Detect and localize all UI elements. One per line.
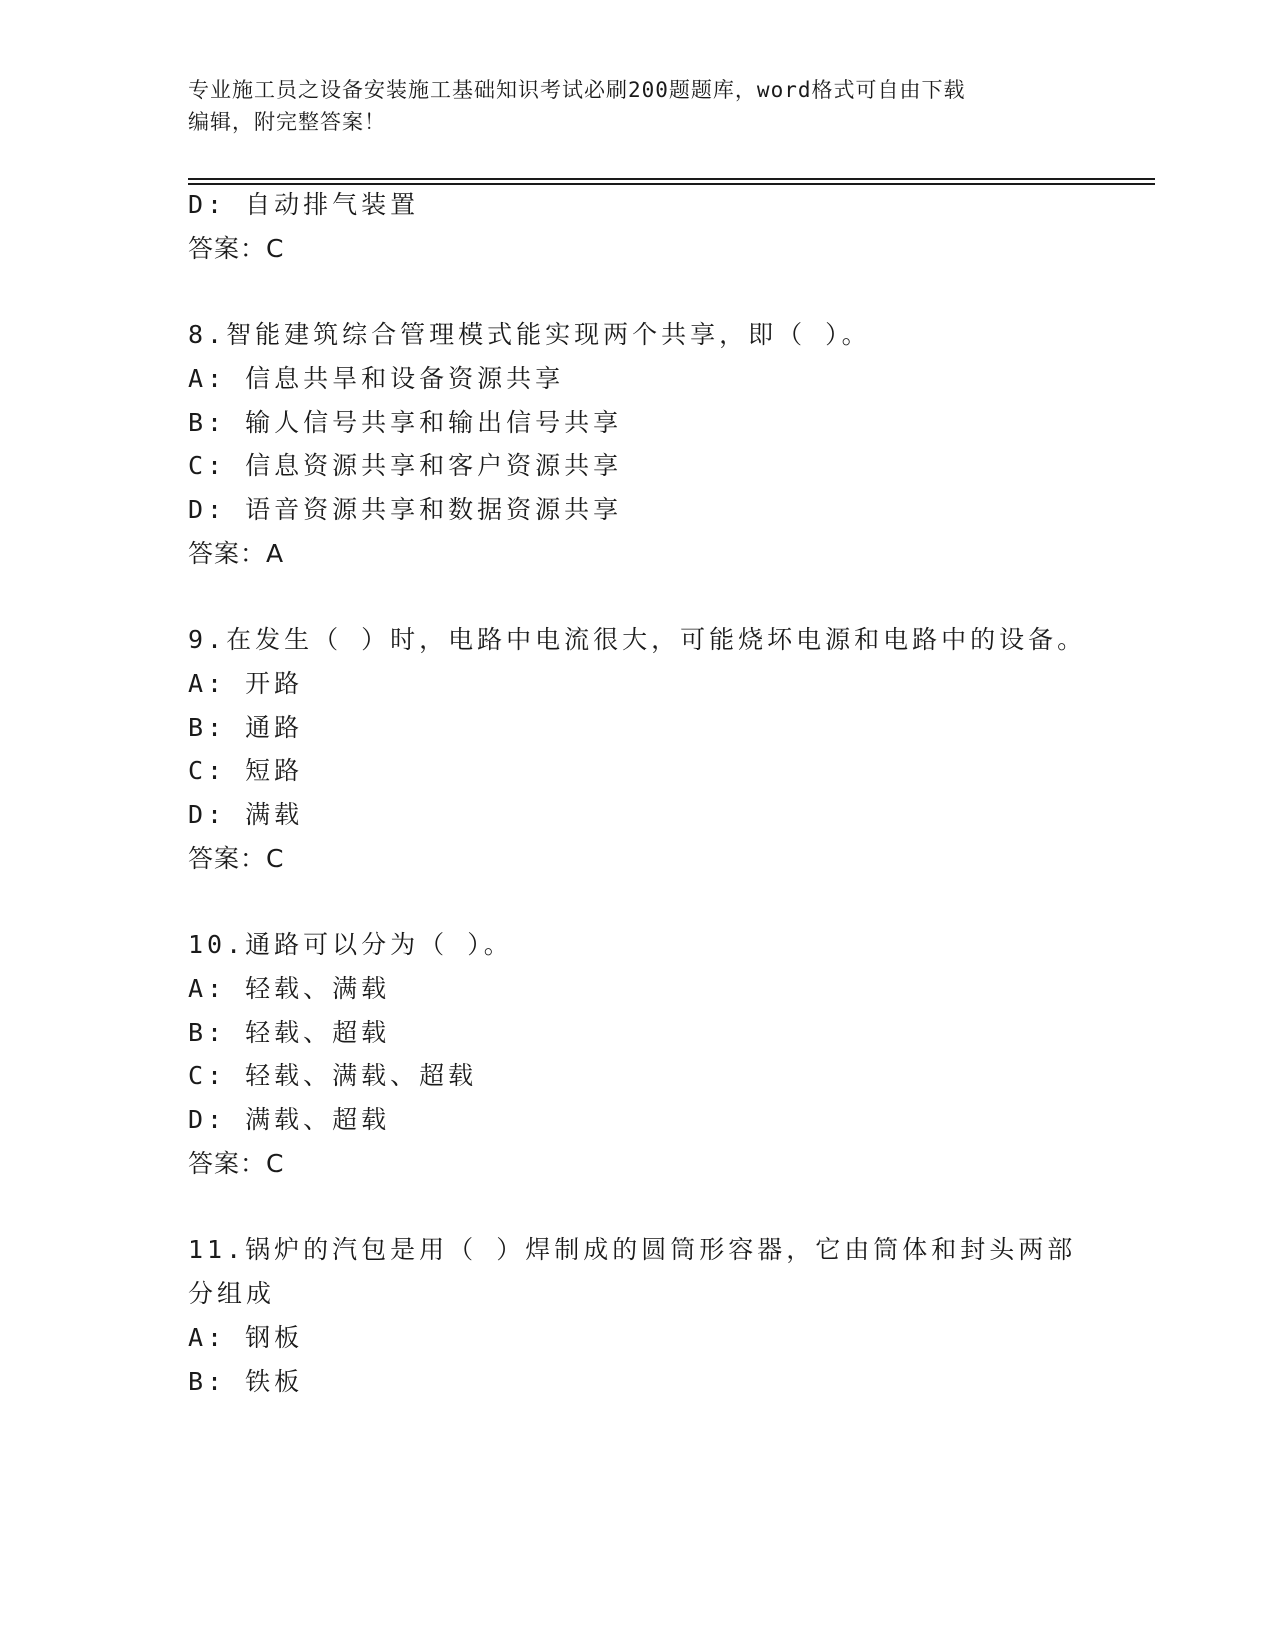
q10-option-c: C: 轻载、满载、超载: [188, 1061, 478, 1090]
q10-option-d: D: 满载、超载: [188, 1105, 391, 1134]
q10-option-b: B: 轻载、超载: [188, 1018, 391, 1047]
q9-option-c: C: 短路: [188, 756, 304, 785]
q11-option-a: A: 钢板: [188, 1323, 304, 1352]
q8-answer: 答案：A: [188, 539, 285, 568]
q9-option-a: A: 开路: [188, 669, 304, 698]
header-title-line-2: 编辑，附完整答案！: [188, 110, 386, 134]
q9-option-d: D: 满载: [188, 800, 304, 829]
q8-option-b: B: 输人信号共享和输出信号共享: [188, 408, 623, 437]
header-divider-bottom: [188, 183, 1155, 185]
document-header: [188, 74, 1088, 138]
q9-option-b: B: 通路: [188, 713, 304, 742]
q10-stem: 10.通路可以分为（ ）。: [188, 930, 513, 959]
prev-option-d: D: 自动排气装置: [188, 190, 420, 219]
prev-answer: 答案：C: [188, 234, 285, 263]
header-title-line-1: 专业施工员之设备安装施工基础知识考试必刷200题题库，word格式可自由下载: [188, 78, 966, 102]
q9-stem: 9.在发生（ ）时，电路中电流很大，可能烧坏电源和电路中的设备。: [188, 625, 1087, 654]
q11-stem-line-2: 分组成: [188, 1279, 276, 1308]
q9-answer: 答案：C: [188, 844, 285, 873]
q8-option-c: C: 信息资源共享和客户资源共享: [188, 451, 623, 480]
q8-option-d: D: 语音资源共享和数据资源共享: [188, 495, 623, 524]
q11-stem-line-1: 11.锅炉的汽包是用（ ）焊制成的圆筒形容器，它由筒体和封头两部: [188, 1235, 1077, 1264]
q10-answer: 答案：C: [188, 1149, 285, 1178]
q11-option-b: B: 铁板: [188, 1367, 304, 1396]
q10-option-a: A: 轻载、满载: [188, 974, 391, 1003]
q8-option-a: A: 信息共旱和设备资源共享: [188, 364, 565, 393]
q8-stem: 8.智能建筑综合管理模式能实现两个共享，即（ ）。: [188, 320, 871, 349]
header-divider-top: [188, 178, 1155, 180]
